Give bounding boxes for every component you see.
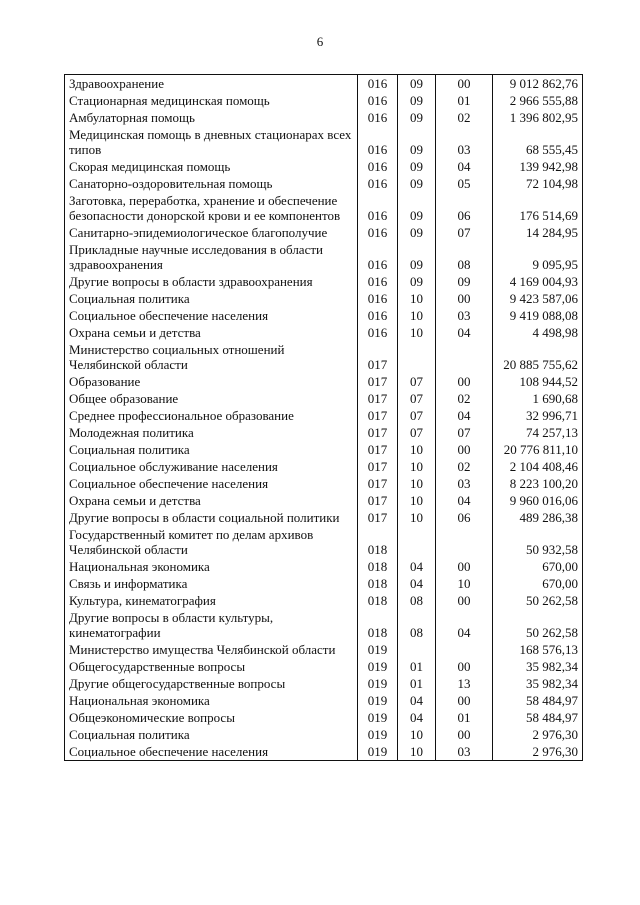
row-subsection-code — [436, 341, 493, 373]
row-subsection-code: 00 — [436, 373, 493, 390]
table-row — [65, 290, 583, 307]
table-row — [65, 341, 583, 373]
row-ved-code: 017 — [358, 441, 398, 458]
row-ved-code: 016 — [358, 158, 398, 175]
row-ved-code: 017 — [358, 492, 398, 509]
row-subsection-code: 00 — [436, 592, 493, 609]
row-amount: 14 284,95 — [493, 224, 583, 241]
row-ved-code: 016 — [358, 126, 398, 158]
table-row — [65, 390, 583, 407]
row-name: Социальное обслуживание населения — [65, 458, 358, 475]
table-row — [65, 609, 583, 641]
row-name: Молодежная политика — [65, 424, 358, 441]
row-ved-code: 016 — [358, 192, 398, 224]
row-ved-code: 018 — [358, 609, 398, 641]
budget-table-body — [65, 75, 583, 761]
row-section-code: 09 — [398, 224, 436, 241]
row-subsection-code: 13 — [436, 675, 493, 692]
row-name: Другие вопросы в области здравоохранения — [65, 273, 358, 290]
row-subsection-code: 04 — [436, 492, 493, 509]
row-section-code: 09 — [398, 192, 436, 224]
row-section-code: 04 — [398, 709, 436, 726]
row-ved-code: 016 — [358, 175, 398, 192]
row-subsection-code: 03 — [436, 475, 493, 492]
row-section-code: 10 — [398, 458, 436, 475]
row-name: Общее образование — [65, 390, 358, 407]
row-subsection-code: 02 — [436, 458, 493, 475]
row-name: Другие вопросы в области культуры, кинематографии — [65, 609, 358, 641]
table-row — [65, 373, 583, 390]
row-ved-code: 016 — [358, 75, 398, 93]
row-ved-code: 019 — [358, 641, 398, 658]
row-amount: 32 996,71 — [493, 407, 583, 424]
row-section-code: 07 — [398, 390, 436, 407]
row-amount: 9 960 016,06 — [493, 492, 583, 509]
row-name: Общеэкономические вопросы — [65, 709, 358, 726]
row-section-code: 10 — [398, 726, 436, 743]
row-subsection-code: 03 — [436, 307, 493, 324]
row-amount: 9 423 587,06 — [493, 290, 583, 307]
row-subsection-code: 04 — [436, 324, 493, 341]
row-amount: 4 169 004,93 — [493, 273, 583, 290]
row-amount: 9 012 862,76 — [493, 75, 583, 93]
row-section-code: 10 — [398, 290, 436, 307]
row-ved-code: 017 — [358, 458, 398, 475]
row-ved-code: 018 — [358, 558, 398, 575]
row-name: Другие общегосударственные вопросы — [65, 675, 358, 692]
row-subsection-code: 00 — [436, 558, 493, 575]
row-amount: 139 942,98 — [493, 158, 583, 175]
row-subsection-code: 10 — [436, 575, 493, 592]
table-row — [65, 126, 583, 158]
table-row — [65, 675, 583, 692]
row-ved-code: 016 — [358, 290, 398, 307]
row-section-code: 09 — [398, 126, 436, 158]
row-subsection-code: 05 — [436, 175, 493, 192]
row-section-code: 10 — [398, 441, 436, 458]
row-subsection-code: 04 — [436, 407, 493, 424]
row-ved-code: 017 — [358, 341, 398, 373]
row-amount: 20 885 755,62 — [493, 341, 583, 373]
row-amount: 489 286,38 — [493, 509, 583, 526]
row-section-code: 10 — [398, 324, 436, 341]
row-amount: 2 966 555,88 — [493, 92, 583, 109]
table-row — [65, 192, 583, 224]
row-subsection-code: 02 — [436, 390, 493, 407]
row-ved-code: 017 — [358, 390, 398, 407]
row-ved-code: 019 — [358, 675, 398, 692]
row-subsection-code: 06 — [436, 192, 493, 224]
row-amount: 50 262,58 — [493, 609, 583, 641]
row-section-code: 10 — [398, 475, 436, 492]
budget-table — [64, 74, 583, 761]
row-ved-code: 019 — [358, 658, 398, 675]
row-section-code: 04 — [398, 575, 436, 592]
row-subsection-code: 01 — [436, 92, 493, 109]
row-ved-code: 019 — [358, 709, 398, 726]
row-name: Заготовка, переработка, хранение и обеспечение безопасности донорской крови и ее компонентов — [65, 192, 358, 224]
row-section-code: 04 — [398, 558, 436, 575]
row-ved-code: 017 — [358, 475, 398, 492]
row-section-code: 09 — [398, 158, 436, 175]
row-amount: 58 484,97 — [493, 692, 583, 709]
row-ved-code: 016 — [358, 224, 398, 241]
table-row — [65, 726, 583, 743]
row-section-code: 10 — [398, 743, 436, 761]
row-amount: 108 944,52 — [493, 373, 583, 390]
row-ved-code: 016 — [358, 92, 398, 109]
row-subsection-code: 00 — [436, 290, 493, 307]
table-row — [65, 475, 583, 492]
row-subsection-code — [436, 526, 493, 558]
row-section-code: 09 — [398, 241, 436, 273]
row-amount: 35 982,34 — [493, 675, 583, 692]
row-section-code: 08 — [398, 592, 436, 609]
row-name: Социальное обеспечение населения — [65, 307, 358, 324]
table-row — [65, 424, 583, 441]
row-section-code: 01 — [398, 658, 436, 675]
row-name: Стационарная медицинская помощь — [65, 92, 358, 109]
row-name: Национальная экономика — [65, 558, 358, 575]
row-subsection-code: 00 — [436, 692, 493, 709]
row-amount: 1 690,68 — [493, 390, 583, 407]
row-section-code: 09 — [398, 175, 436, 192]
row-name: Среднее профессиональное образование — [65, 407, 358, 424]
row-section-code: 01 — [398, 675, 436, 692]
row-section-code: 09 — [398, 109, 436, 126]
row-subsection-code: 00 — [436, 441, 493, 458]
table-row — [65, 407, 583, 424]
row-amount: 35 982,34 — [493, 658, 583, 675]
table-row — [65, 241, 583, 273]
row-amount: 9 095,95 — [493, 241, 583, 273]
row-ved-code: 019 — [358, 726, 398, 743]
table-row — [65, 692, 583, 709]
table-row — [65, 658, 583, 675]
table-row — [65, 592, 583, 609]
table-row — [65, 709, 583, 726]
row-name: Санитарно-эпидемиологическое благополучие — [65, 224, 358, 241]
row-name: Государственный комитет по делам архивов Челябинской области — [65, 526, 358, 558]
table-row — [65, 526, 583, 558]
row-ved-code: 018 — [358, 526, 398, 558]
row-name: Здравоохранение — [65, 75, 358, 93]
row-name: Медицинская помощь в дневных стационарах всех типов — [65, 126, 358, 158]
row-amount: 68 555,45 — [493, 126, 583, 158]
row-subsection-code: 03 — [436, 126, 493, 158]
row-name: Санаторно-оздоровительная помощь — [65, 175, 358, 192]
row-amount: 2 976,30 — [493, 743, 583, 761]
table-row — [65, 273, 583, 290]
row-ved-code: 018 — [358, 575, 398, 592]
row-name: Скорая медицинская помощь — [65, 158, 358, 175]
row-section-code: 10 — [398, 307, 436, 324]
row-name: Другие вопросы в области социальной политики — [65, 509, 358, 526]
row-section-code: 04 — [398, 692, 436, 709]
row-subsection-code: 02 — [436, 109, 493, 126]
row-subsection-code — [436, 641, 493, 658]
row-name: Амбулаторная помощь — [65, 109, 358, 126]
table-row — [65, 509, 583, 526]
row-subsection-code: 00 — [436, 658, 493, 675]
row-name: Социальное обеспечение населения — [65, 743, 358, 761]
row-ved-code: 017 — [358, 424, 398, 441]
row-amount: 168 576,13 — [493, 641, 583, 658]
row-section-code: 10 — [398, 509, 436, 526]
page-number: 6 — [316, 34, 324, 49]
row-amount: 20 776 811,10 — [493, 441, 583, 458]
row-amount: 2 104 408,46 — [493, 458, 583, 475]
row-ved-code: 016 — [358, 241, 398, 273]
row-amount: 1 396 802,95 — [493, 109, 583, 126]
row-section-code: 09 — [398, 75, 436, 93]
table-row — [65, 307, 583, 324]
table-row — [65, 641, 583, 658]
row-name: Прикладные научные исследования в области здравоохранения — [65, 241, 358, 273]
row-subsection-code: 09 — [436, 273, 493, 290]
row-amount: 670,00 — [493, 558, 583, 575]
row-ved-code: 019 — [358, 743, 398, 761]
row-section-code — [398, 526, 436, 558]
row-ved-code: 016 — [358, 273, 398, 290]
row-section-code: 07 — [398, 424, 436, 441]
row-subsection-code: 00 — [436, 75, 493, 93]
row-amount: 50 932,58 — [493, 526, 583, 558]
row-name: Связь и информатика — [65, 575, 358, 592]
table-row — [65, 175, 583, 192]
row-name: Образование — [65, 373, 358, 390]
row-section-code: 10 — [398, 492, 436, 509]
row-subsection-code: 07 — [436, 224, 493, 241]
row-name: Охрана семьи и детства — [65, 324, 358, 341]
table-row — [65, 109, 583, 126]
row-subsection-code: 07 — [436, 424, 493, 441]
row-name: Охрана семьи и детства — [65, 492, 358, 509]
row-amount: 58 484,97 — [493, 709, 583, 726]
row-ved-code: 016 — [358, 307, 398, 324]
row-subsection-code: 04 — [436, 158, 493, 175]
row-subsection-code: 03 — [436, 743, 493, 761]
row-name: Социальная политика — [65, 441, 358, 458]
table-row — [65, 441, 583, 458]
row-subsection-code: 08 — [436, 241, 493, 273]
row-section-code — [398, 641, 436, 658]
row-section-code: 08 — [398, 609, 436, 641]
row-name: Министерство социальных отношений Челябинской области — [65, 341, 358, 373]
row-ved-code: 016 — [358, 109, 398, 126]
table-row — [65, 458, 583, 475]
row-section-code: 07 — [398, 373, 436, 390]
row-amount: 2 976,30 — [493, 726, 583, 743]
row-section-code: 09 — [398, 92, 436, 109]
row-amount: 176 514,69 — [493, 192, 583, 224]
table-row — [65, 158, 583, 175]
row-amount: 8 223 100,20 — [493, 475, 583, 492]
row-name: Министерство имущества Челябинской области — [65, 641, 358, 658]
row-name: Культура, кинематография — [65, 592, 358, 609]
row-ved-code: 019 — [358, 692, 398, 709]
table-row — [65, 75, 583, 93]
row-amount: 74 257,13 — [493, 424, 583, 441]
row-name: Национальная экономика — [65, 692, 358, 709]
row-amount: 4 498,98 — [493, 324, 583, 341]
row-amount: 72 104,98 — [493, 175, 583, 192]
row-name: Социальное обеспечение населения — [65, 475, 358, 492]
row-name: Общегосударственные вопросы — [65, 658, 358, 675]
row-amount: 9 419 088,08 — [493, 307, 583, 324]
row-section-code: 07 — [398, 407, 436, 424]
row-subsection-code: 06 — [436, 509, 493, 526]
row-subsection-code: 01 — [436, 709, 493, 726]
row-section-code — [398, 341, 436, 373]
table-row — [65, 92, 583, 109]
row-amount: 50 262,58 — [493, 592, 583, 609]
row-name: Социальная политика — [65, 290, 358, 307]
row-name: Социальная политика — [65, 726, 358, 743]
row-ved-code: 017 — [358, 407, 398, 424]
table-row — [65, 575, 583, 592]
table-row — [65, 743, 583, 761]
row-ved-code: 017 — [358, 373, 398, 390]
row-subsection-code: 00 — [436, 726, 493, 743]
row-subsection-code: 04 — [436, 609, 493, 641]
row-ved-code: 018 — [358, 592, 398, 609]
table-row — [65, 492, 583, 509]
table-row — [65, 224, 583, 241]
table-row — [65, 558, 583, 575]
table-row — [65, 324, 583, 341]
row-amount: 670,00 — [493, 575, 583, 592]
row-section-code: 09 — [398, 273, 436, 290]
row-ved-code: 017 — [358, 509, 398, 526]
row-ved-code: 016 — [358, 324, 398, 341]
